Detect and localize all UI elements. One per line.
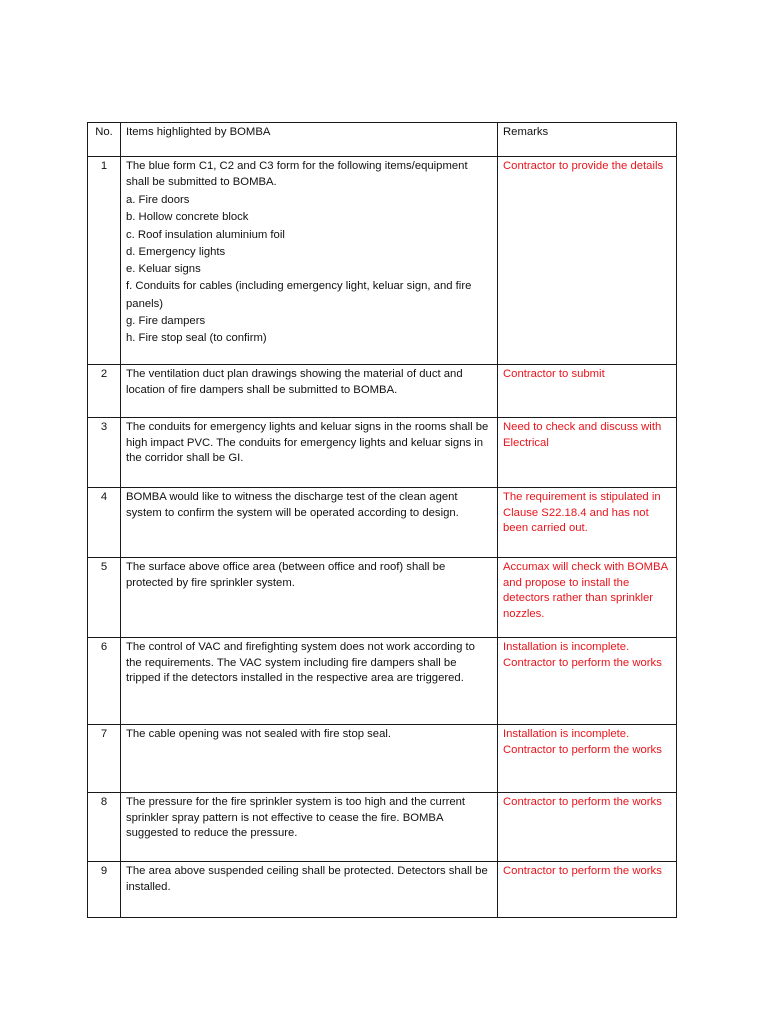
- row-item-text: The blue form C1, C2 and C3 form for the following items/equipment shall be submitted to BOMBA.: [126, 160, 468, 188]
- row-remark: Need to check and discuss with Electrical: [498, 418, 677, 488]
- table-row: [88, 365, 677, 418]
- row-remark: Contractor to submit: [498, 365, 677, 418]
- row-number: 3: [88, 418, 121, 488]
- sub-item: g. Fire dampers: [126, 315, 206, 328]
- row-item: The area above suspended ceiling shall be protected. Detectors shall be installed.: [121, 862, 498, 918]
- row-number: 1: [88, 157, 121, 365]
- row-number: 5: [88, 558, 121, 638]
- table-row: [88, 558, 677, 638]
- row-item: BOMBA would like to witness the discharge test of the clean agent system to confirm the system will be operated according to design.: [121, 488, 498, 558]
- row-number: 6: [88, 638, 121, 725]
- table-row: [88, 862, 677, 918]
- row-item: The pressure for the fire sprinkler system is too high and the current sprinkler spray pattern is not effective to cease the fire. BOMBA suggested to reduce the pressure.: [121, 793, 498, 862]
- bomba-items-table: [87, 122, 677, 918]
- sub-item: e. Keluar signs: [126, 263, 201, 276]
- table-row: [88, 418, 677, 488]
- table-row: [88, 725, 677, 793]
- sub-item: b. Hollow concrete block: [126, 211, 249, 224]
- header-remarks: Remarks: [498, 123, 677, 157]
- sub-item: a. Fire doors: [126, 194, 190, 206]
- table-row: [88, 638, 677, 725]
- row-remark: Installation is incomplete. Contractor to perform the works: [498, 638, 677, 725]
- row-remark: Installation is incomplete. Contractor to perform the works: [498, 725, 677, 793]
- sub-item: d. Emergency lights: [126, 245, 226, 258]
- row-remark: Accumax will check with BOMBA and propose to install the detectors rather than sprinkler nozzles.: [498, 558, 677, 638]
- table-row: [88, 488, 677, 558]
- row-item: The cable opening was not sealed with fire stop seal.: [121, 725, 498, 793]
- row-item: The conduits for emergency lights and keluar signs in the rooms shall be high impact PVC. The conduits for emergency lights and keluar signs in the corridor shall be GI.: [121, 418, 498, 488]
- sub-item: h. Fire stop seal (to confirm): [126, 332, 267, 345]
- row-remark: Contractor to perform the works: [498, 862, 677, 918]
- sub-item: f. Conduits for cables (including emergency light, keluar sign, and fire panels): [126, 280, 472, 310]
- table-header-row: [88, 123, 677, 157]
- row-item: The control of VAC and firefighting system does not work according to the requirements. The VAC system including fire dampers shall be tripped if the detectors installed in the respective area are triggered.: [121, 638, 498, 725]
- header-no: No.: [88, 123, 121, 157]
- row-remark: Contractor to provide the details: [498, 157, 677, 365]
- row-item: [121, 157, 498, 365]
- row-item: The ventilation duct plan drawings showing the material of duct and location of fire dampers shall be submitted to BOMBA.: [121, 365, 498, 418]
- row-number: 2: [88, 365, 121, 418]
- row-number: 9: [88, 862, 121, 918]
- header-items: Items highlighted by BOMBA: [121, 123, 498, 157]
- row-number: 4: [88, 488, 121, 558]
- table-row: [88, 793, 677, 862]
- sub-item: c. Roof insulation aluminium foil: [126, 228, 285, 241]
- row-item: The surface above office area (between office and roof) shall be protected by fire sprinkler system.: [121, 558, 498, 638]
- row-remark: The requirement is stipulated in Clause S22.18.4 and has not been carried out.: [498, 488, 677, 558]
- row-remark: Contractor to perform the works: [498, 793, 677, 862]
- row-number: 8: [88, 793, 121, 862]
- row-number: 7: [88, 725, 121, 793]
- table-row: [88, 157, 677, 365]
